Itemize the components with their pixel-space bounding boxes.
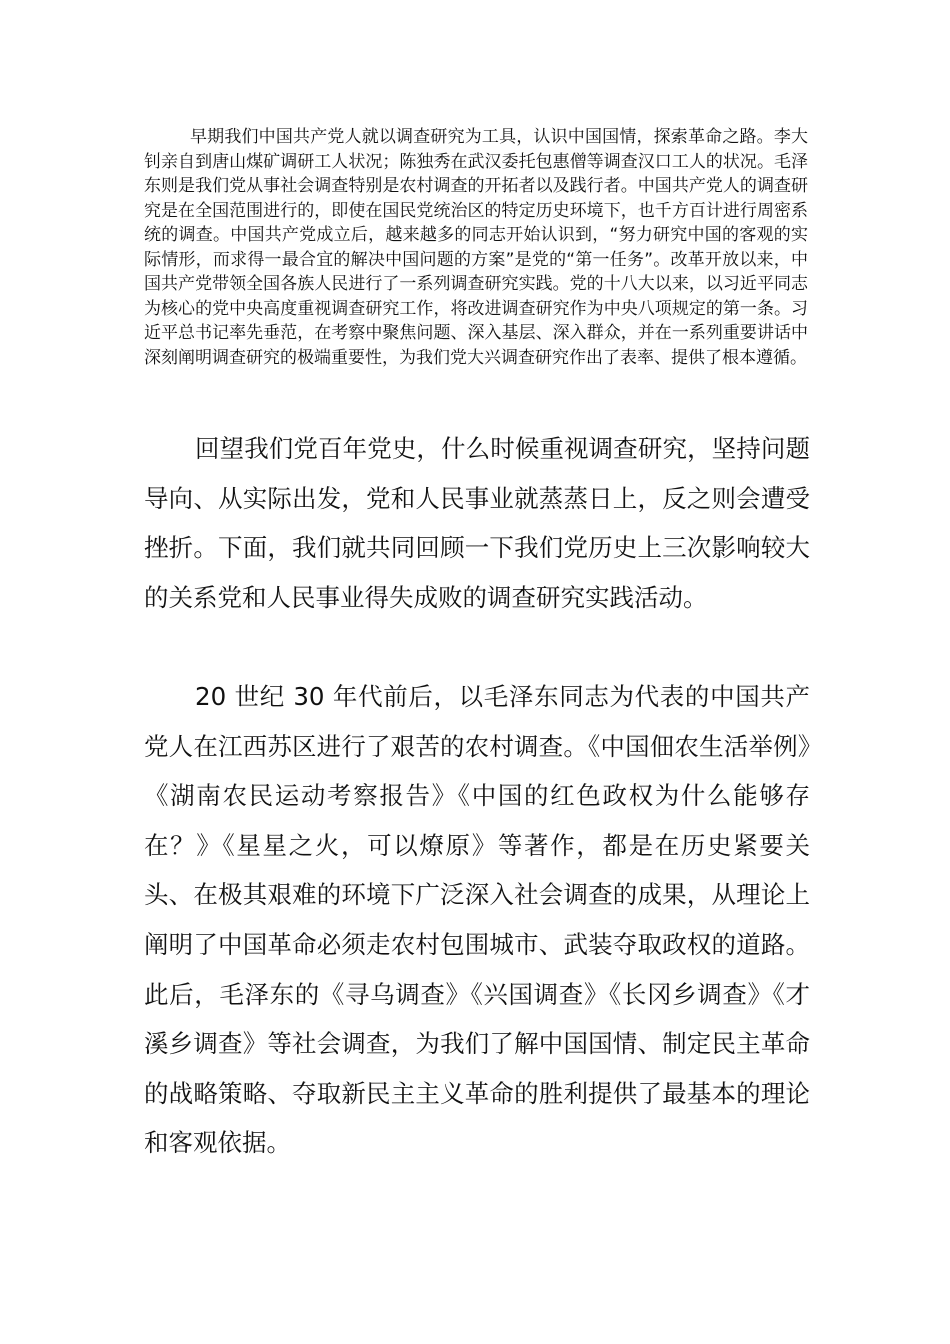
- paragraph-early-research: 早期我们中国共产党人就以调查研究为工具，认识中国国情，探索革命之路。李大钊亲自到唐山煤矿调研工人状况；陈独秀在武汉委托包惠僧等调查汉口工人的状况。毛泽东则是我们党从事社会调查特别是农村调查的开拓者以及践行者。中国共产党人的调查研究是在全国范围进行的，即使在国民党统治区的特定历史环境下，也千方百计进行周密系统的调查。中国共产党成立后，越来越多的同志开始认识到，“努力研究中国的客观的实际情形，而求得一最合宜的解决中国问题的方案”是党的“第一任务”。改革开放以来，中国共产党带领全国各族人民进行了一系列调查研究实践。党的十八大以来，以习近平同志为核心的党中央高度重视调查研究工作，将改进调查研究作为中央八项规定的第一条。习近平总书记率先垂范，在考察中聚焦问题、深入基层、深入群众，并在一系列重要讲话中深刻阐明调查研究的极端重要性，为我们党大兴调查研究作出了表率、提供了根本遵循。: [144, 127, 808, 368]
- paragraph-jiangxi-rural-survey: 20 世纪 30 年代前后，以毛泽东同志为代表的中国共产党人在江西苏区进行了艰苦的农村调查。《中国佃农生活举例》《湖南农民运动考察报告》《中国的红色政权为什么能够存在？》《星星之火，可以燎原》等著作，都是在历史紧要关头、在极其艰难的环境下广泛深入社会调查的成果，从理论上阐明了中国革命必须走农村包围城市、武装夺取政权的道路。此后，毛泽东的《寻乌调查》《兴国调查》《长冈乡调查》《才溪乡调查》等社会调查，为我们了解中国国情、制定民主革命的战略策略、夺取新民主主义革命的胜利提供了最基本的理论和客观依据。: [144, 682, 810, 1158]
- paragraph-party-history-review: 回望我们党百年党史，什么时候重视调查研究，坚持问题导向、从实际出发，党和人民事业就蒸蒸日上，反之则会遭受挫折。下面，我们就共同回顾一下我们党历史上三次影响较大的关系党和人民事业得失成败的调查研究实践活动。: [144, 434, 810, 612]
